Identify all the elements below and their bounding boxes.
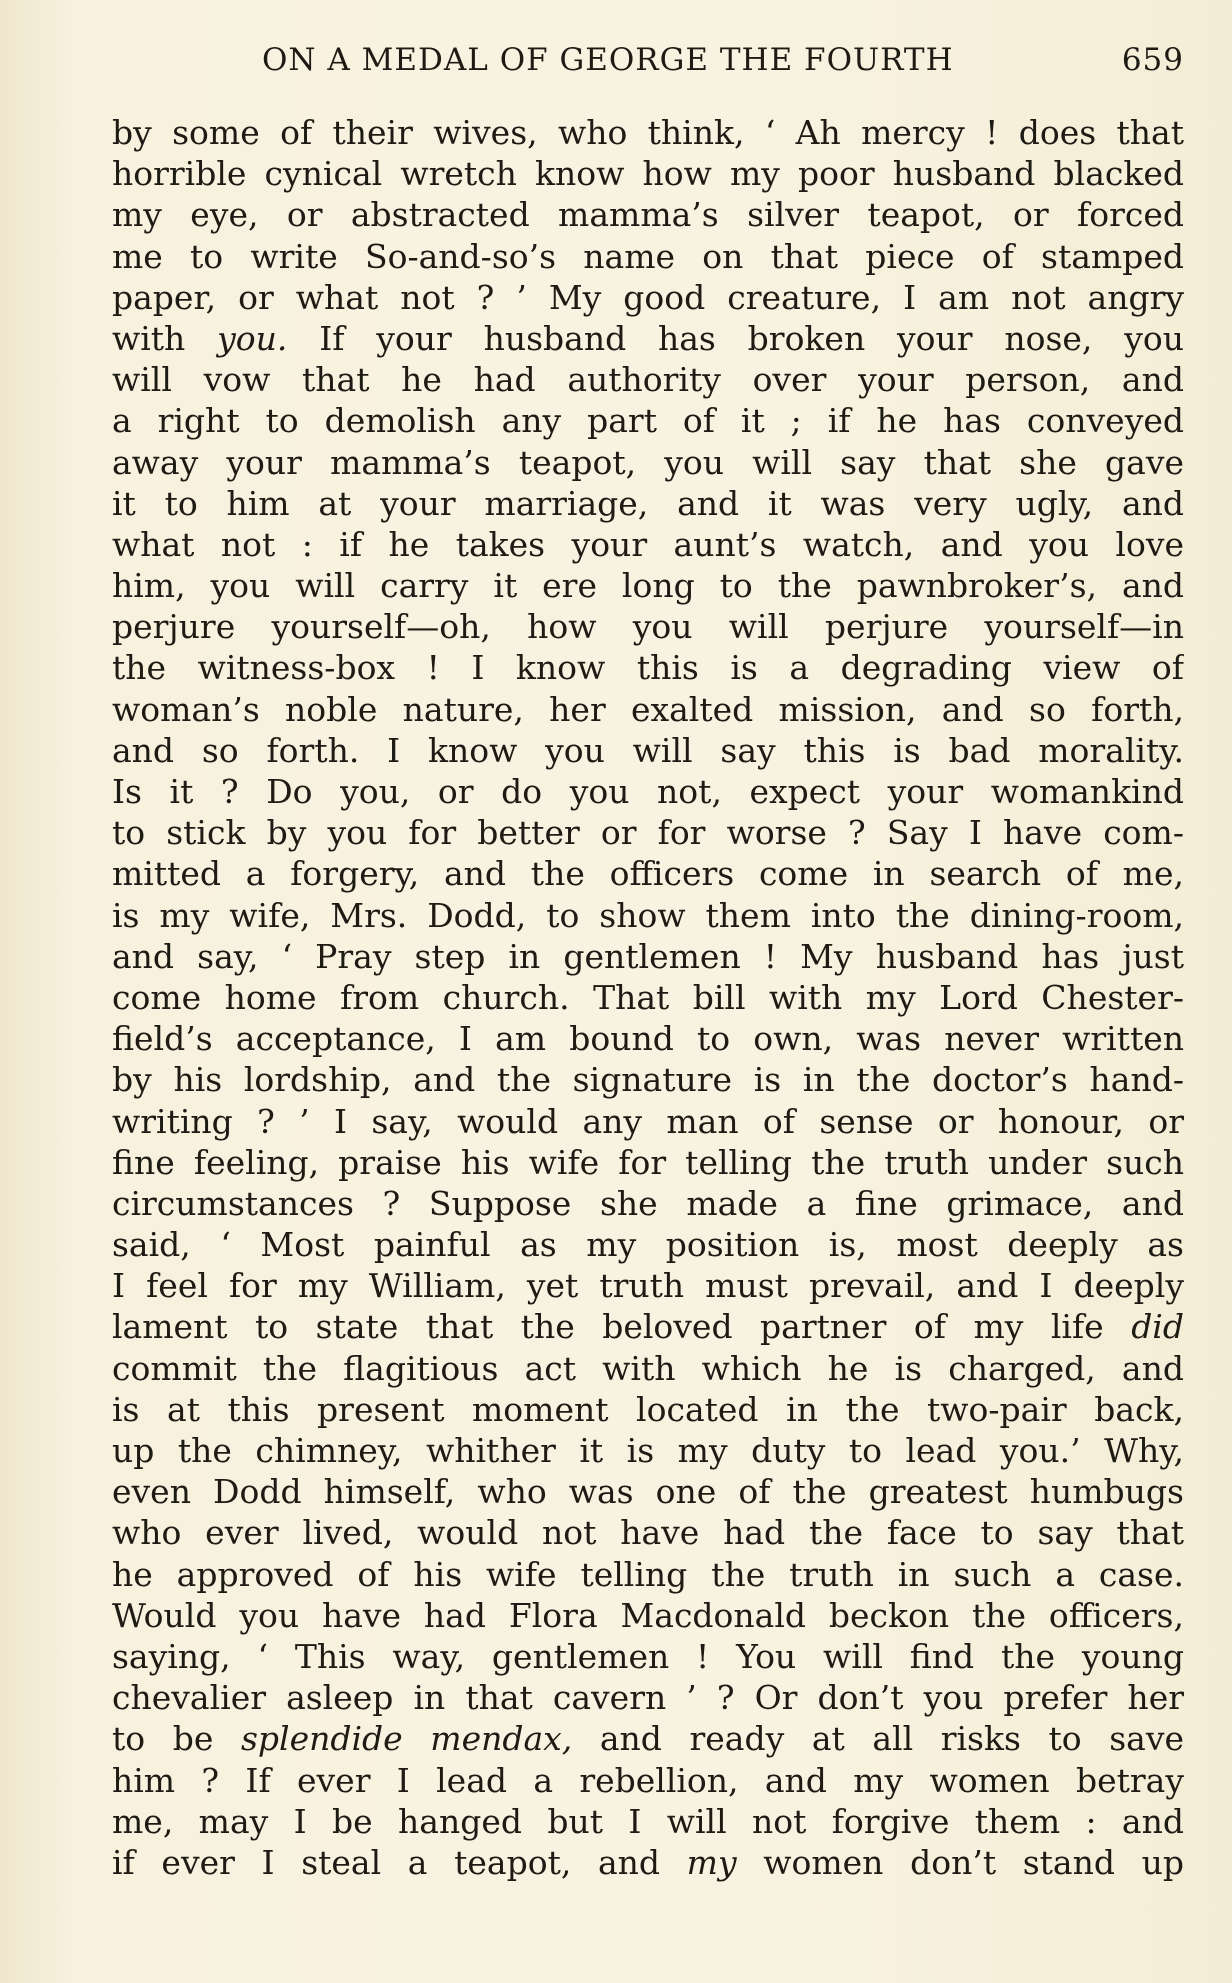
text-segment: by his lordship, and the signature is in the doctor’s hand- [112, 1060, 1184, 1100]
text-segment: Would you have had Flora Macdonald beckon the officers, [112, 1595, 1184, 1635]
text-line [112, 771, 1184, 812]
text-segment: by some of their wives, who think, ‘ Ah mercy ! does that [112, 113, 1184, 152]
text-segment: my eye, or abstracted mamma’s silver teapot, or forced [112, 195, 1184, 235]
italic-text: my [686, 1842, 737, 1882]
italic-text: did [1131, 1307, 1184, 1347]
text-line [112, 1306, 1184, 1347]
text-segment: he approved of his wife telling the truth in such a case. [112, 1554, 1184, 1594]
text-line [112, 936, 1184, 977]
text-line [112, 565, 1184, 606]
text-segment: to be [112, 1719, 241, 1759]
text-segment: fine feeling, praise his wife for telling the truth under such [112, 1142, 1184, 1182]
text-segment: lament to state that the beloved partner of my life [112, 1307, 1132, 1347]
text-line [112, 1718, 1184, 1759]
text-line [112, 318, 1184, 359]
text-segment: the witness-box ! I know this is a degrading view of [112, 648, 1184, 688]
text-line [112, 442, 1184, 483]
text-segment: a right to demolish any part of it ; if he has conveyed [112, 401, 1184, 441]
text-segment: me to write So-and-so’s name on that piece of stamped [112, 236, 1184, 276]
text-segment: woman’s noble nature, her exalted mission, and so forth, [112, 689, 1184, 729]
text-line [112, 1101, 1184, 1142]
text-line [112, 483, 1184, 524]
text-segment: with [112, 318, 218, 358]
text-segment: him, you will carry it ere long to the pawnbroker’s, and [112, 566, 1184, 606]
text-segment: mitted a forgery, and the officers come in search of me, [112, 854, 1184, 894]
text-line [112, 730, 1184, 771]
text-line [112, 112, 1184, 153]
italic-text: you. [217, 318, 288, 358]
text-segment: said, ‘ Most painful as my position is, most deeply as [112, 1225, 1184, 1265]
text-segment: come home from church. That bill with my Lord Chester- [112, 977, 1184, 1017]
text-line [112, 1512, 1184, 1553]
text-line [112, 277, 1184, 318]
text-line [112, 1595, 1184, 1636]
page-header [112, 38, 1184, 88]
body-text [112, 112, 1184, 1883]
text-line [112, 689, 1184, 730]
text-line [112, 1842, 1184, 1883]
text-segment: will vow that he had authority over your person, and [112, 360, 1184, 400]
text-segment: If your husband has broken your nose, you [287, 318, 1184, 358]
text-line [112, 647, 1184, 688]
text-segment: what not : if he takes your aunt’s watch, and you love [112, 524, 1184, 564]
text-line [112, 153, 1184, 194]
text-segment: perjure yourself—oh, how you will perjure yourself—in [112, 607, 1184, 647]
text-line [112, 1677, 1184, 1718]
text-line [112, 977, 1184, 1018]
text-segment: to stick by you for better or for worse ? Say I have com- [112, 813, 1184, 853]
text-line [112, 1018, 1184, 1059]
text-line [112, 1430, 1184, 1471]
text-segment: horrible cynical wretch know how my poor husband blacked [112, 154, 1184, 194]
text-segment: it to him at your marriage, and it was very ugly, and [112, 483, 1184, 523]
text-segment: if ever I steal a teapot, and [112, 1842, 687, 1882]
text-segment: is at this present moment located in the two-pair back, [112, 1389, 1184, 1429]
text-segment: and so forth. I know you will say this is bad morality. [112, 730, 1184, 770]
text-line [112, 606, 1184, 647]
italic-text: splendide mendax, [240, 1719, 573, 1759]
text-segment: even Dodd himself, who was one of the greatest humbugs [112, 1472, 1184, 1512]
text-line [112, 1183, 1184, 1224]
text-segment: me, may I be hanged but I will not forgive them : and [112, 1801, 1184, 1841]
text-segment: and ready at all risks to save [572, 1719, 1184, 1759]
text-segment: circumstances ? Suppose she made a fine grimace, and [112, 1183, 1184, 1223]
text-line [112, 194, 1184, 235]
text-line [112, 1224, 1184, 1265]
text-line [112, 1760, 1184, 1801]
text-line [112, 1059, 1184, 1100]
text-line [112, 1389, 1184, 1430]
text-segment: away your mamma’s teapot, you will say that she gave [112, 442, 1184, 482]
text-line [112, 1142, 1184, 1183]
text-segment: is my wife, Mrs. Dodd, to show them into the dining-room, [112, 895, 1184, 935]
text-segment: commit the flagitious act with which he is charged, and [112, 1348, 1184, 1388]
text-line [112, 524, 1184, 565]
text-line [112, 1636, 1184, 1677]
text-line [112, 400, 1184, 441]
text-line [112, 1265, 1184, 1306]
text-line [112, 1801, 1184, 1842]
text-line [112, 1348, 1184, 1389]
text-segment: field’s acceptance, I am bound to own, was never written [112, 1019, 1184, 1059]
text-segment: saying, ‘ This way, gentlemen ! You will find the young [112, 1636, 1184, 1676]
text-segment: and say, ‘ Pray step in gentlemen ! My husband has just [112, 936, 1184, 976]
text-line [112, 895, 1184, 936]
text-segment: I feel for my William, yet truth must prevail, and I deeply [112, 1266, 1184, 1306]
text-line [112, 236, 1184, 277]
text-line [112, 1554, 1184, 1595]
text-segment: up the chimney, whither it is my duty to lead you.’ Why, [112, 1431, 1184, 1470]
text-line [112, 1471, 1184, 1512]
page-number: 659 [1121, 42, 1184, 78]
text-segment: paper, or what not ? ’ My good creature, I am not angry [112, 277, 1184, 317]
text-line [112, 359, 1184, 400]
text-segment: Is it ? Do you, or do you not, expect your womankind [112, 772, 1184, 811]
text-segment: who ever lived, would not have had the face to say that [112, 1513, 1184, 1553]
text-segment: writing ? ’ I say, would any man of sense or honour, or [112, 1101, 1184, 1141]
text-segment: chevalier asleep in that cavern ’ ? Or don’t you prefer her [112, 1678, 1184, 1718]
text-line [112, 853, 1184, 894]
text-segment: women don’t stand up [736, 1842, 1184, 1882]
running-head: ON A MEDAL OF GEORGE THE FOURTH [262, 42, 954, 78]
text-segment: him ? If ever I lead a rebellion, and my women betray [112, 1760, 1184, 1800]
text-line [112, 812, 1184, 853]
